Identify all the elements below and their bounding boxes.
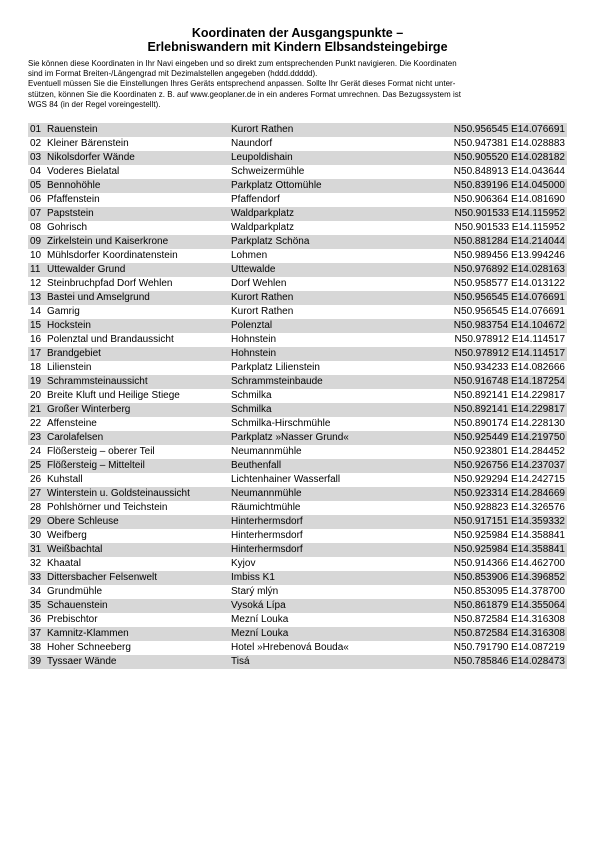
- coordinates: N50.892141 E14.229817: [453, 404, 565, 415]
- table-row: [28, 333, 567, 347]
- coordinates: N50.785846 E14.028473: [453, 656, 565, 667]
- table-row: [28, 375, 567, 389]
- route-name: Rauenstein: [47, 124, 98, 135]
- route-name: Großer Winterberg: [47, 404, 131, 415]
- coordinates: N50.929294 E14.242715: [453, 474, 565, 485]
- start-point: Parkplatz Schöna: [231, 236, 310, 247]
- route-name: Polenztal und Brandaussicht: [47, 334, 174, 345]
- row-number: 13: [30, 292, 42, 303]
- route-name: Hoher Schneeberg: [47, 642, 131, 653]
- row-number: 06: [30, 194, 42, 205]
- start-point: Kyjov: [231, 558, 256, 569]
- route-name: Uttewalder Grund: [47, 264, 126, 275]
- start-point: Hotel »Hrebenová Bouda«: [231, 642, 349, 653]
- table-row: [28, 417, 567, 431]
- start-point: Hohnstein: [231, 348, 277, 359]
- row-number: 20: [30, 390, 42, 401]
- table-row: [28, 585, 567, 599]
- row-number: 31: [30, 544, 42, 555]
- row-number: 24: [30, 446, 42, 457]
- coordinates: N50.958577 E14.013122: [453, 278, 565, 289]
- start-point: Parkplatz Lilienstein: [231, 362, 320, 373]
- row-number: 10: [30, 250, 42, 261]
- coordinates: N50.917151 E14.359332: [453, 516, 565, 527]
- coordinates: N50.934233 E14.082666: [453, 362, 565, 373]
- table-row: [28, 263, 567, 277]
- coordinates: N50.925984 E14.358841: [453, 544, 565, 555]
- coordinates: N50.872584 E14.316308: [453, 628, 565, 639]
- coordinates: N50.861879 E14.355064: [453, 600, 565, 611]
- row-number: 37: [30, 628, 42, 639]
- table-row: [28, 655, 567, 669]
- coordinates: N50.916748 E14.187254: [453, 376, 565, 387]
- coordinates: N50.956545 E14.076691: [453, 292, 565, 303]
- route-name: Gamrig: [47, 306, 80, 317]
- row-number: 32: [30, 558, 42, 569]
- intro-line-1: Sie können diese Koordinaten in Ihr Navi eingeben und so direkt zum entsprechenden Punkt navigieren. Die Koordinaten: [28, 59, 457, 68]
- route-name: Nikolsdorfer Wände: [47, 152, 135, 163]
- start-point: Vysoká Lípa: [231, 600, 286, 611]
- start-point: Kurort Rathen: [231, 124, 294, 135]
- row-number: 39: [30, 656, 42, 667]
- table-row: [28, 347, 567, 361]
- coordinates: N50.956545 E14.076691: [453, 124, 565, 135]
- coordinates: N50.914366 E14.462700: [453, 558, 565, 569]
- start-point: Uttewalde: [231, 264, 276, 275]
- coordinates: N50.926756 E14.237037: [453, 460, 565, 471]
- document-title: [28, 26, 567, 54]
- row-number: 05: [30, 180, 42, 191]
- intro-line-2: sind im Format Breiten-/Längengrad mit Dezimalstellen angegeben (hddd.ddddd).: [28, 69, 318, 79]
- start-point: Neumannmühle: [231, 446, 302, 457]
- table-row: [28, 137, 567, 151]
- route-name: Kleiner Bärenstein: [47, 138, 129, 149]
- route-name: Hockstein: [47, 320, 91, 331]
- start-point: Schmilka-Hirschmühle: [231, 418, 331, 429]
- row-number: 08: [30, 222, 42, 233]
- coordinates: N50.989456 E13.994246: [453, 250, 565, 261]
- start-point: Kurort Rathen: [231, 292, 294, 303]
- table-row: [28, 473, 567, 487]
- start-point: Leupoldishain: [231, 152, 293, 163]
- route-name: Tyssaer Wände: [47, 656, 117, 667]
- row-number: 35: [30, 600, 42, 611]
- table-row: [28, 543, 567, 557]
- table-row: [28, 235, 567, 249]
- route-name: Mühlsdorfer Koordinatenstein: [47, 250, 178, 261]
- route-name: Gohrisch: [47, 222, 88, 233]
- coordinates: N50.983754 E14.104672: [453, 320, 565, 331]
- coordinates-table: [28, 123, 567, 669]
- start-point: Beuthenfall: [231, 460, 282, 471]
- route-name: Flößersteig – oberer Teil: [47, 446, 155, 457]
- row-number: 03: [30, 152, 42, 163]
- route-name: Voderes Bielatal: [47, 166, 120, 177]
- row-number: 29: [30, 516, 42, 527]
- start-point: Starý mlýn: [231, 586, 279, 597]
- table-row: [28, 193, 567, 207]
- row-number: 18: [30, 362, 42, 373]
- start-point: Mezní Louka: [231, 628, 289, 639]
- start-point: Hohnstein: [231, 334, 277, 345]
- row-number: 21: [30, 404, 42, 415]
- route-name: Breite Kluft und Heilige Stiege: [47, 390, 180, 401]
- route-name: Steinbruchpfad Dorf Wehlen: [47, 278, 173, 289]
- start-point: Mezní Louka: [231, 614, 289, 625]
- row-number: 14: [30, 306, 42, 317]
- table-row: [28, 613, 567, 627]
- coordinates: N50.956545 E14.076691: [453, 306, 565, 317]
- table-row: [28, 557, 567, 571]
- coordinates: N50.925984 E14.358841: [453, 530, 565, 541]
- table-row: [28, 165, 567, 179]
- table-row: [28, 431, 567, 445]
- table-row: [28, 529, 567, 543]
- row-number: 19: [30, 376, 42, 387]
- row-number: 12: [30, 278, 42, 289]
- table-row: [28, 487, 567, 501]
- start-point: Schmilka: [231, 404, 272, 415]
- row-number: 07: [30, 208, 42, 219]
- route-name: Zirkelstein und Kaiserkrone: [47, 236, 169, 247]
- table-row: [28, 501, 567, 515]
- route-name: Pohlshörner und Teichstein: [47, 502, 168, 513]
- table-row: [28, 221, 567, 235]
- coordinates: N50.923314 E14.284669: [453, 488, 565, 499]
- intro-line-4: stützen, können Sie die Koordinaten z. B. auf www.geoplaner.de in ein anderes Format umrechnen. Das Bezugssystem ist: [28, 89, 462, 99]
- coordinates: N50.976892 E14.028163: [453, 264, 565, 275]
- coordinates: N50.901533 E14.115952: [454, 222, 565, 233]
- route-name: Winterstein u. Goldsteinaussicht: [47, 488, 190, 499]
- table-row: [28, 361, 567, 375]
- coordinates: N50.872584 E14.316308: [453, 614, 565, 625]
- table-row: [28, 319, 567, 333]
- intro-line-5: WGS 84 (in der Regel voreingestellt).: [28, 99, 161, 109]
- row-number: 15: [30, 320, 42, 331]
- route-name: Bastei und Amselgrund: [47, 292, 150, 303]
- start-point: Kurort Rathen: [231, 306, 294, 317]
- table-row: [28, 571, 567, 585]
- start-point: Parkplatz Ottomühle: [231, 180, 322, 191]
- row-number: 36: [30, 614, 42, 625]
- row-number: 27: [30, 488, 42, 499]
- start-point: Lohmen: [231, 250, 268, 261]
- table-row: [28, 207, 567, 221]
- row-number: 22: [30, 418, 42, 429]
- table-row: [28, 249, 567, 263]
- intro-line-3: Eventuell müssen Sie die Einstellungen Ihres Geräts entsprechend anpassen. Sollte Ihr Gerät dieses Format nicht unter-: [28, 79, 456, 89]
- route-name: Brandgebiet: [47, 348, 101, 359]
- start-point: Pfaffendorf: [231, 194, 280, 205]
- table-row: [28, 291, 567, 305]
- route-name: Weifberg: [47, 530, 87, 541]
- coordinates: N50.853095 E14.378700: [453, 586, 565, 597]
- coordinates: N50.906364 E14.081690: [453, 194, 565, 205]
- start-point: Hinterhermsdorf: [231, 530, 303, 541]
- start-point: Schmilka: [231, 390, 272, 401]
- row-number: 09: [30, 236, 42, 247]
- route-name: Obere Schleuse: [47, 516, 119, 527]
- coordinates: N50.892141 E14.229817: [453, 390, 565, 401]
- route-name: Khaatal: [47, 558, 81, 569]
- table-row: [28, 179, 567, 193]
- start-point: Imbiss K1: [231, 572, 275, 583]
- route-name: Bennohöhle: [47, 180, 101, 191]
- coordinates: N50.901533 E14.115952: [454, 208, 565, 219]
- table-row: [28, 627, 567, 641]
- table-row: [28, 305, 567, 319]
- intro-paragraph: [28, 59, 567, 110]
- row-number: 30: [30, 530, 42, 541]
- row-number: 04: [30, 166, 42, 177]
- title-line-1: Koordinaten der Ausgangspunkte –: [191, 26, 404, 40]
- row-number: 02: [30, 138, 42, 149]
- title-line-2: Erlebniswandern mit Kindern Elbsandsteingebirge: [147, 40, 448, 54]
- row-number: 26: [30, 474, 42, 485]
- coordinates: N50.890174 E14.228130: [453, 418, 565, 429]
- row-number: 17: [30, 348, 42, 359]
- route-name: Weißbachtal: [47, 544, 103, 555]
- row-number: 38: [30, 642, 42, 653]
- coordinates: N50.848913 E14.043644: [453, 166, 565, 177]
- table-row: [28, 123, 567, 137]
- table-row: [28, 641, 567, 655]
- coordinates: N50.905520 E14.028182: [453, 152, 565, 163]
- route-name: Grundmühle: [47, 586, 103, 597]
- start-point: Tisá: [231, 656, 250, 667]
- start-point: Schrammsteinbaude: [231, 376, 323, 387]
- start-point: Dorf Wehlen: [231, 278, 287, 289]
- table-row: [28, 277, 567, 291]
- coordinates: N50.925449 E14.219750: [453, 432, 565, 443]
- table-row: [28, 151, 567, 165]
- coordinates: N50.839196 E14.045000: [453, 180, 565, 191]
- start-point: Neumannmühle: [231, 488, 302, 499]
- coordinates: N50.923801 E14.284452: [453, 446, 565, 457]
- table-row: [28, 389, 567, 403]
- route-name: Carolafelsen: [47, 432, 104, 443]
- start-point: Räumichtmühle: [231, 502, 301, 513]
- start-point: Schweizermühle: [231, 166, 305, 177]
- row-number: 11: [30, 264, 41, 275]
- coordinates: N50.947381 E14.028883: [453, 138, 565, 149]
- start-point: Waldparkplatz: [231, 208, 294, 219]
- route-name: Pfaffenstein: [47, 194, 100, 205]
- table-row: [28, 515, 567, 529]
- coordinates: N50.928823 E14.326576: [453, 502, 565, 513]
- row-number: 34: [30, 586, 42, 597]
- start-point: Hinterhermsdorf: [231, 516, 303, 527]
- row-number: 16: [30, 334, 42, 345]
- row-number: 01: [30, 124, 42, 135]
- table-row: [28, 599, 567, 613]
- route-name: Schrammsteinaussicht: [47, 376, 148, 387]
- start-point: Parkplatz »Nasser Grund«: [231, 432, 349, 443]
- start-point: Lichtenhainer Wasserfall: [231, 474, 341, 485]
- start-point: Hinterhermsdorf: [231, 544, 303, 555]
- coordinates: N50.791790 E14.087219: [453, 642, 565, 653]
- route-name: Affensteine: [47, 418, 97, 429]
- start-point: Polenztal: [231, 320, 273, 331]
- coordinates: N50.853906 E14.396852: [453, 572, 565, 583]
- table-row: [28, 445, 567, 459]
- route-name: Papststein: [47, 208, 94, 219]
- coordinates: N50.978912 E14.114517: [454, 334, 565, 345]
- row-number: 33: [30, 572, 42, 583]
- route-name: Dittersbacher Felsenwelt: [47, 572, 158, 583]
- route-name: Kuhstall: [47, 474, 83, 485]
- table-row: [28, 459, 567, 473]
- table-row: [28, 403, 567, 417]
- start-point: Waldparkplatz: [231, 222, 294, 233]
- start-point: Naundorf: [231, 138, 273, 149]
- route-name: Kamnitz-Klammen: [47, 628, 129, 639]
- route-name: Prebischtor: [47, 614, 98, 625]
- row-number: 23: [30, 432, 42, 443]
- row-number: 25: [30, 460, 42, 471]
- route-name: Flößersteig – Mittelteil: [47, 460, 145, 471]
- route-name: Lilienstein: [47, 362, 92, 373]
- coordinates: N50.978912 E14.114517: [454, 348, 565, 359]
- route-name: Schauenstein: [47, 600, 108, 611]
- coordinates: N50.881284 E14.214044: [453, 236, 565, 247]
- row-number: 28: [30, 502, 42, 513]
